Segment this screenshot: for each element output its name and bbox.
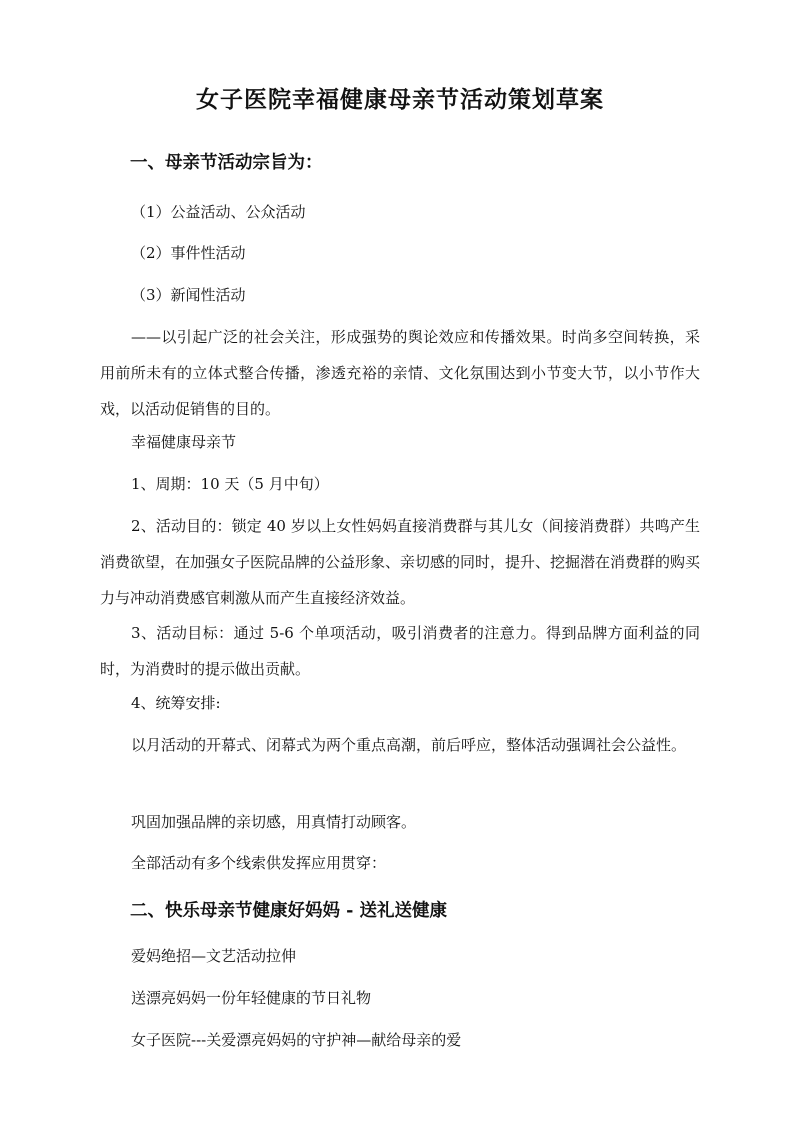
section1-heading: 一、母亲节活动宗旨为：	[130, 153, 323, 173]
point-period: 1、周期：10 天（5 月中旬）	[131, 475, 329, 493]
threads-line: 全部活动有多个线索供发挥应用贯穿：	[131, 854, 387, 872]
list-item-public-activity: （1）公益活动、公众活动	[131, 203, 306, 221]
intro-paragraph: ——以引起广泛的社会关注，形成强势的舆论效应和传播效果。时尚多空间转换，采用前所未有的立体式整合传播，渗透充裕的亲情、文化氛围达到小节变大节，以小节作大戏，以活动促销售的目的。	[100, 328, 700, 418]
list-item-event-activity: （2）事件性活动	[131, 244, 246, 262]
document-title: 女子医院幸福健康母亲节活动策划草案	[196, 86, 604, 113]
brand-line: 巩固加强品牌的亲切感，用真情打动顾客。	[131, 813, 417, 831]
subtitle-happy-health: 幸福健康母亲节	[131, 433, 237, 451]
section2-heading: 二、快乐母亲节健康好妈妈 - 送礼送健康	[130, 901, 447, 921]
arrangement-paragraph: 以月活动的开幕式、闭幕式为两个重点高潮，前后呼应，整体活动强调社会公益性。	[131, 736, 687, 754]
point-goal: 3、活动目标：通过 5-6 个单项活动，吸引消费者的注意力。得到品牌方面利益的同时，为消费时的提示做出贡献。	[100, 624, 700, 678]
list-item-news-activity: （3）新闻性活动	[131, 286, 246, 304]
point-purpose: 2、活动目的：锁定 40 岁以上女性妈妈直接消费群与其儿女（间接消费群）共鸣产生消费欲望，在加强女子医院品牌的公益形象、亲切感的同时，提升、挖掘潜在消费群的购买力与冲动消费感官刺激从而产生直接经济效益。	[100, 517, 701, 607]
section2-line-1: 爱妈绝招—文艺活动拉伸	[131, 947, 297, 965]
section2-line-3: 女子医院---关爱漂亮妈妈的守护神—献给母亲的爱	[131, 1031, 462, 1049]
section2-line-2: 送漂亮妈妈一份年轻健康的节日礼物	[131, 989, 372, 1007]
point-arrangement: 4、统筹安排:	[131, 694, 221, 712]
